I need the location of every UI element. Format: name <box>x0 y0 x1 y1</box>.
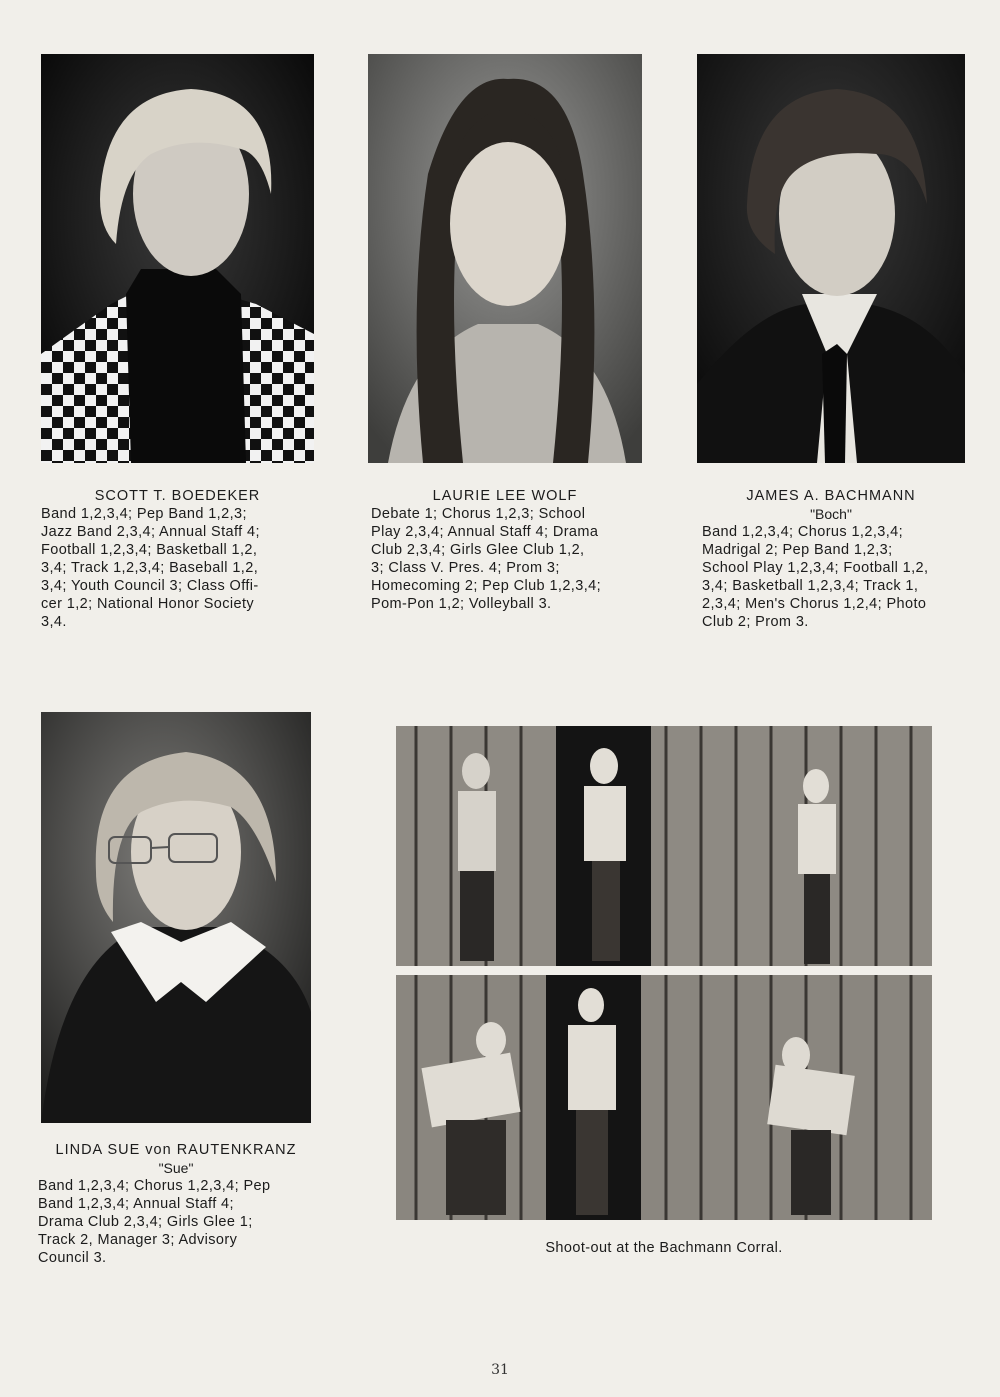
senior-activities: Band 1,2,3,4; Pep Band 1,2,3; Jazz Band 2,3,4; Annual Staff 4; Football 1,2,3,4; Basketball 1,2, 3,4; Track 1,2,3,4; Baseball 1,2, 3,4; Youth Council 3; Class Offi- cer 1,2; National Honor Society 3,4. <box>41 506 260 630</box>
senior-nickname: "Sue" <box>158 1160 194 1176</box>
senior-name: LAURIE LEE WOLF <box>432 488 578 504</box>
senior-activities: Debate 1; Chorus 1,2,3; School Play 2,3,4; Annual Staff 4; Drama Club 2,3,4; Girls Glee Club 1,2, 3; Class V. Pres. 4; Prom 3; Homecoming 2; Pep Club 1,2,3,4; Pom-Pon 1,2; Volleyball 3. <box>371 506 602 612</box>
candid-photo-top <box>396 726 932 966</box>
senior-name: SCOTT T. BOEDEKER <box>94 488 261 504</box>
portrait-photo-scott-boedeker <box>41 54 314 463</box>
portrait-photo-linda-von-rautenkranz <box>41 712 311 1123</box>
portrait-photo-james-bachmann <box>697 54 965 463</box>
portrait-photo-laurie-wolf <box>368 54 642 463</box>
senior-name: JAMES A. BACHMANN <box>746 488 916 504</box>
senior-name: LINDA SUE von RAUTENKRANZ <box>55 1142 297 1158</box>
photo-caption: Shoot-out at the Bachmann Corral. <box>545 1240 783 1256</box>
senior-nickname: "Boch" <box>810 506 852 522</box>
candid-photo-bottom <box>396 975 932 1220</box>
senior-activities: Band 1,2,3,4; Chorus 1,2,3,4; Pep Band 1,2,3,4; Annual Staff 4; Drama Club 2,3,4; Girls Glee 1; Track 2, Manager 3; Advisory Council 3. <box>38 1178 271 1266</box>
page-number: 31 <box>491 1362 509 1378</box>
senior-activities: Band 1,2,3,4; Chorus 1,2,3,4; Madrigal 2; Pep Band 1,2,3; School Play 1,2,3,4; Football 1,2, 3,4; Basketball 1,2,3,4; Track 1, 2,3,4; Men's Chorus 1,2,4; Photo Club 2; Prom 3. <box>702 524 929 630</box>
